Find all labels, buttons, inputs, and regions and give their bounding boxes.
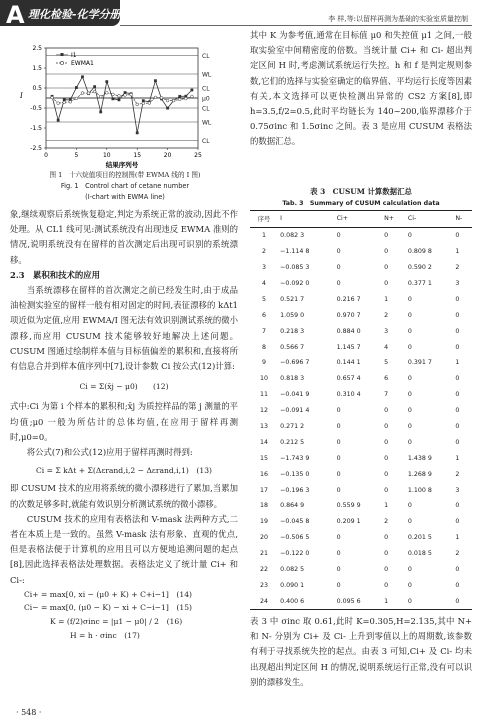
table-cell: 0: [336, 232, 341, 240]
table-cell: 0: [336, 470, 341, 478]
legend-label-ewma: EWMA1: [71, 60, 94, 67]
table-cell: 0: [407, 327, 412, 335]
table-row: [250, 323, 472, 339]
table-cell: 0: [407, 343, 412, 351]
table-row: [250, 339, 472, 355]
table-cell: 0: [455, 391, 460, 399]
table-row: [250, 562, 472, 578]
control-limit-label: CL: [202, 52, 210, 60]
table-cell: 0.201 5: [407, 534, 432, 542]
table-cell: 2: [455, 470, 460, 478]
table-cell: 0: [384, 534, 389, 542]
table-row: [250, 482, 472, 498]
journal-logo: [0, 0, 121, 29]
data-point-i1: [81, 75, 84, 78]
table-cell: 0.018 5: [407, 550, 432, 558]
data-point-i1: [166, 107, 169, 110]
data-point-ewma: [148, 102, 151, 105]
table-row: [250, 276, 472, 292]
table-cell: 0.095 6: [336, 597, 361, 605]
data-point-i1: [99, 111, 102, 114]
equation-12: Ci = Σ(x̄j − μ0) (12): [79, 382, 169, 392]
table-cell: 1: [384, 597, 389, 605]
table-cell: 0: [407, 581, 412, 589]
table-cell: 2: [384, 311, 389, 319]
data-point-i1: [105, 80, 108, 83]
table-cell: 2: [262, 248, 267, 256]
data-point-ewma: [166, 99, 169, 102]
data-point-i1: [63, 98, 66, 101]
table-cell: 1: [455, 534, 460, 542]
data-point-i1: [57, 119, 60, 122]
series-line-i1: [52, 77, 192, 133]
header-rule: [120, 25, 472, 26]
data-point-ewma: [69, 100, 72, 103]
table-cell: 0: [336, 423, 341, 431]
table-title-cn: 表 3 CUSUM 计算数据汇总: [310, 187, 412, 196]
table-row: [250, 498, 472, 514]
table-header-cell: 序号: [250, 211, 278, 228]
table-cell: 0.864 9: [280, 502, 305, 510]
table-cell: −0.085 3: [280, 264, 310, 272]
table-row: [250, 403, 472, 419]
y-tick-label: -2.5: [30, 145, 42, 153]
data-point-ewma: [111, 93, 114, 96]
table-row: [250, 227, 472, 243]
table-cell: 0: [384, 581, 389, 589]
data-point-i1: [136, 131, 139, 134]
table-cell: 5: [384, 359, 389, 367]
data-point-ewma: [87, 92, 90, 95]
table-cell: 0.082 5: [280, 566, 305, 574]
table-cell: 0: [336, 264, 341, 272]
table-cell: 1.268 9: [407, 470, 432, 478]
table-cell: 3: [262, 264, 267, 272]
table-cell: 0: [455, 327, 460, 335]
data-point-ewma: [178, 98, 181, 101]
table-header-cell: Ci+: [335, 211, 383, 228]
table-cell: 3: [384, 327, 389, 335]
table-cell: 7: [262, 327, 267, 335]
table-cell: 1: [384, 502, 389, 510]
table-cell: −1.114 8: [280, 248, 310, 256]
table-cell: 0: [336, 486, 341, 494]
table-cell: 0: [407, 407, 412, 415]
table-cell: 0: [336, 248, 341, 256]
left-column: [10, 207, 238, 642]
table-cell: 0.209 1: [336, 518, 361, 526]
table-cell: 0: [407, 423, 412, 431]
data-point-ewma: [105, 91, 108, 94]
table-cell: 0.559 9: [336, 502, 361, 510]
table-cell: 0.218 3: [280, 327, 305, 335]
table-row: [250, 291, 472, 307]
table-cell: 2: [455, 264, 460, 272]
table-cell: 0: [384, 438, 389, 446]
table-cell: 3: [455, 486, 460, 494]
table-cell: 6: [262, 311, 267, 319]
table-row: [250, 355, 472, 371]
table-cell: 0: [384, 280, 389, 287]
table-cell: 1: [455, 359, 460, 367]
table-cell: 0: [336, 438, 341, 446]
table-cell: 0: [384, 486, 389, 494]
table-cell: 1.145 7: [336, 343, 361, 351]
table-cell: 0: [455, 295, 460, 303]
table-cell: 0.377 1: [407, 280, 432, 287]
x-tick-label: 0: [44, 152, 48, 159]
table-cell: −0.135 0: [280, 470, 310, 478]
table-cell: 0: [336, 454, 341, 462]
data-point-ewma: [99, 95, 102, 98]
paragraph: 当系统漂移在留样的首次测定之前已经发生时,由于成品油检测实验室的留样一般有相对固定的时间,表征漂移的 kΔt1 项近似为定值,应用 EWMA/I 图无法有效识别测试系统的微小漂移,而应用 CUSUM 技术能够较好地解决上述问题。CUSUM 图通过绘制样本值与目标值偏差的累积和,直接将所有信息合并到样本值序列中[7],设计参数 Ci 按公式(12)计算:: [10, 285, 238, 372]
data-point-i1: [118, 98, 121, 101]
table-cell: 11: [260, 391, 269, 399]
table-cell: 24: [260, 597, 269, 605]
table-cell: 0: [384, 232, 389, 240]
table-cell: −0.092 0: [280, 280, 310, 287]
table-cell: 0.090 1: [280, 581, 305, 589]
table-cell: 9: [262, 359, 267, 367]
control-limit-label: CL: [202, 85, 210, 93]
figure-caption-cn: 图 1 十六烷值项目的控制图(带 EWMA 线的 I 图): [49, 171, 201, 179]
table-row: [250, 244, 472, 260]
table-cell: 0: [336, 280, 341, 287]
chart-legend: [56, 52, 94, 67]
table-cell: 0: [455, 566, 460, 574]
figure-caption-en-2: (I-chart with EWMA line): [85, 193, 165, 201]
equation-17: H = h · σinc (17): [70, 630, 140, 640]
data-point-ewma: [63, 101, 66, 104]
table-cell: 0: [336, 534, 341, 542]
table-cell: −0.506 5: [280, 534, 310, 542]
table-cell: 0: [407, 391, 412, 399]
table-cell: 0.809 8: [407, 248, 432, 256]
data-point-ewma: [75, 97, 78, 100]
table-cell: 23: [260, 581, 269, 589]
table-title-en: Tab. 3 Summary of CUSUM calculation data: [282, 200, 440, 207]
right-column-discussion: 表 3 中 σinc 取 0.61,此时 K=0.305,H=2.135,其中 N+ 和 N- 分别为 Ci+ 及 Ci- 上升到零值以上的周期数,该参数有利于寻找系统失控的起点。由表 3 可知,Ci+ 及 Ci- 均未出现超出判定区间 H 的情况,说明系统运行正常,没有可以识别的漂移发生。: [250, 616, 472, 687]
table-row: [250, 371, 472, 387]
data-point-ewma: [81, 92, 84, 95]
chart-axes: [19, 45, 212, 169]
cusum-table: [250, 210, 472, 610]
y-tick-label: -1.5: [30, 125, 42, 133]
y-tick-label: -0.5: [30, 105, 42, 113]
table-row: [250, 546, 472, 562]
table-cell: 0.216 7: [336, 295, 361, 303]
table-cell: 0.391 7: [407, 359, 432, 367]
table-cell: 0: [407, 311, 412, 319]
data-point-i1: [93, 85, 96, 88]
equation-15: Ci− = max[0, (μ0 − K) − xi + C−i−1] (15): [24, 602, 193, 612]
table-cell: 0: [384, 454, 389, 462]
table-cell: 0: [336, 550, 341, 558]
table-header-row: [250, 211, 472, 228]
table-cell: 0: [407, 438, 412, 446]
table-cell: 0: [455, 407, 460, 415]
table-cell: 0: [407, 232, 412, 240]
table-cell: 0.521 7: [280, 295, 305, 303]
paragraph: 即 CUSUM 技术的应用将系统的微小漂移进行了累加,当累加的次数足够多时,就能有效识别分析测试系统的微小漂移。: [10, 483, 238, 509]
table-cell: 0.144 1: [336, 359, 361, 367]
running-title: 李 样,等:以留样再测为基础的实验室质量控制: [328, 15, 468, 23]
table-cell: 0: [336, 407, 341, 415]
x-tick-label: 15: [133, 152, 142, 159]
data-point-i1: [178, 95, 181, 98]
legend-marker-i1: [61, 53, 64, 56]
table-cell: 0: [407, 295, 412, 303]
y-tick-label: 0.5: [32, 85, 42, 93]
table-cell: 14: [260, 438, 269, 446]
paragraph: 象,继续观察后系统恢复稳定,判定为系统正常的波动,因此不作处理。从 CL1 线可见:测试系统没有出现违反 EWMA 准则的情况,说明系统没有在留样的首次测定后出现可识别的系统漂移。: [10, 209, 238, 265]
table-cell: 0: [384, 264, 389, 272]
paragraph: CUSUM 技术的应用有表格法和 V-mask 法两种方式,二者在本质上是一致的。虽然 V-mask 法有形象、直观的优点,但是表格法便于计算机的应用且可以方便地追溯问题的起点[8],因此选择表格法处理数据。表格法定义了统计量 Ci+ 和 Ci-:: [10, 513, 238, 585]
equation-13: Ci = Σ kΔt + Σ(Δεrand,i,2 − Δεrand,i,1) (13): [35, 466, 213, 476]
cusum-table-wrap: [250, 210, 472, 610]
table-cell: 16: [260, 470, 269, 478]
data-point-ewma: [51, 96, 54, 99]
x-tick-label: 5: [74, 152, 79, 159]
table-cell: 20: [260, 534, 269, 542]
table-cell: −0.045 8: [280, 518, 310, 526]
data-point-ewma: [93, 90, 96, 93]
table-cell: 0: [455, 311, 460, 319]
table-header-cell: Ci-: [406, 211, 454, 228]
table-cell: 1.059 0: [280, 311, 305, 319]
table-cell: 2: [455, 550, 460, 558]
table-cell: 12: [260, 407, 269, 415]
table-cell: −0.041 9: [280, 391, 310, 399]
table-cell: 0: [384, 470, 389, 478]
table-row: [250, 260, 472, 276]
legend-marker-ewma: [60, 61, 63, 64]
table-row: [250, 514, 472, 530]
table-cell: 0.590 2: [407, 264, 432, 272]
table-cell: −1.743 9: [280, 454, 310, 462]
table-cell: 0: [407, 375, 412, 383]
table-cell: 0: [407, 518, 412, 526]
table-header-cell: N+: [382, 211, 406, 228]
data-point-i1: [75, 86, 78, 89]
table-cell: 3: [455, 280, 460, 287]
data-point-ewma: [136, 103, 139, 106]
data-point-ewma: [124, 94, 127, 97]
table-row: [250, 387, 472, 403]
table-cell: 0: [455, 518, 460, 526]
table-cell: 0: [455, 343, 460, 351]
table-cell: 15: [260, 454, 269, 462]
data-point-i1: [142, 99, 145, 102]
control-chart: [12, 30, 238, 170]
table-cell: 0.271 2: [280, 423, 305, 431]
table-row: [250, 434, 472, 450]
data-point-ewma: [118, 94, 121, 97]
table-cell: 4: [262, 280, 267, 287]
table-cell: −0.122 0: [280, 550, 310, 558]
control-limit-label: CL: [202, 105, 210, 113]
table-cell: 0: [455, 581, 460, 589]
equation-14: Ci+ = max[0, xi − (μ0 + K) + C+i−1] (14): [24, 589, 193, 599]
table-row: [250, 419, 472, 435]
data-point-i1: [191, 89, 194, 92]
table-row: [250, 450, 472, 466]
table-title: [250, 186, 472, 207]
equation-16: K = (f/2)σinc = |μ1 − μ0| / 2 (16): [50, 616, 183, 626]
data-point-ewma: [142, 102, 145, 105]
x-tick-label: 10: [102, 152, 111, 159]
table-cell: 1: [384, 295, 389, 303]
data-point-ewma: [130, 93, 133, 96]
table-cell: 0: [455, 375, 460, 383]
data-point-ewma: [172, 99, 175, 102]
table-cell: 0.310 4: [336, 391, 361, 399]
chart-marks: [51, 75, 194, 134]
table-cell: 0.818 3: [280, 375, 305, 383]
table-cell: 0: [455, 597, 460, 605]
table-cell: 4: [384, 343, 389, 351]
control-limit-label: μ0: [202, 95, 210, 103]
table-cell: 0.657 4: [336, 375, 361, 383]
y-axis-label: I: [20, 92, 23, 100]
table-cell: 0.566 7: [280, 343, 305, 351]
data-point-ewma: [57, 102, 60, 105]
table-cell: 0: [455, 423, 460, 431]
paragraph: 将公式(7)和公式(12)应用于留样再测时得到:: [26, 447, 193, 458]
table-cell: 0: [336, 566, 341, 574]
data-point-ewma: [191, 95, 194, 98]
data-point-ewma: [154, 96, 157, 99]
table-cell: 6: [384, 375, 389, 383]
data-point-i1: [111, 97, 114, 100]
table-cell: 0: [384, 407, 389, 415]
y-tick-label: 2.5: [32, 45, 42, 53]
table-cell: −0.196 3: [280, 486, 310, 494]
table-cell: 1.438 9: [407, 454, 432, 462]
legend-label-i1: I1: [71, 52, 77, 59]
control-limit-label: WL: [202, 71, 212, 79]
y-tick-label: 1.5: [32, 65, 42, 73]
table-cell: 0.400 6: [280, 597, 305, 605]
table-cell: 13: [260, 423, 269, 431]
table-cell: 1: [262, 232, 267, 240]
table-cell: 19: [260, 518, 269, 526]
table-cell: 22: [260, 566, 269, 574]
table-cell: 0: [384, 550, 389, 558]
table-cell: 17: [260, 486, 269, 494]
figure-caption: [10, 170, 240, 203]
data-point-ewma: [160, 96, 163, 99]
table-cell: 0: [384, 566, 389, 574]
table-cell: 8: [262, 343, 267, 351]
figure-caption-en: Fig. 1 Control chart of cetane number: [60, 182, 190, 190]
data-point-ewma: [184, 97, 187, 100]
control-chart-svg: [12, 30, 238, 170]
section-heading: 2.3 累积和技术的应用: [10, 269, 100, 280]
table-cell: 0: [384, 248, 389, 256]
table-cell: 5: [262, 295, 267, 303]
table-cell: −0.091 4: [280, 407, 310, 415]
control-limit-label: WL: [202, 119, 212, 127]
table-cell: 0.970 7: [336, 311, 361, 319]
logo-letter: A: [6, 1, 25, 29]
table-cell: 0: [455, 502, 460, 510]
table-header-cell: I: [278, 211, 334, 228]
table-cell: 0: [455, 232, 460, 240]
table-row: [250, 530, 472, 546]
table-cell: 0: [455, 438, 460, 446]
table-cell: 0.884 0: [336, 327, 361, 335]
x-tick-label: 20: [163, 152, 172, 159]
table-cell: 7: [384, 391, 389, 399]
table-row: [250, 593, 472, 609]
table-cell: 0.082 3: [280, 232, 305, 240]
table-row: [250, 466, 472, 482]
table-header-cell: N-: [453, 211, 472, 228]
x-tick-label: 25: [194, 152, 202, 159]
journal-title: 理化检验-化学分册: [28, 8, 121, 21]
table-row: [250, 307, 472, 323]
control-limit-label: CL: [202, 138, 210, 146]
table-cell: 1.100 8: [407, 486, 432, 494]
table-cell: 18: [260, 502, 269, 510]
table-cell: 21: [260, 550, 269, 558]
table-cell: 0: [407, 566, 412, 574]
table-cell: 1: [455, 454, 460, 462]
table-row: [250, 577, 472, 593]
table-cell: 10: [260, 375, 269, 383]
table-cell: 0: [384, 423, 389, 431]
table-body: [250, 227, 472, 609]
table-cell: 0.212 5: [280, 438, 305, 446]
table-cell: 2: [384, 518, 389, 526]
data-point-i1: [154, 79, 157, 82]
table-cell: 0: [407, 502, 412, 510]
table-cell: 0: [407, 597, 412, 605]
table-cell: −0.696 7: [280, 359, 310, 367]
x-axis-label: 结果序列号: [105, 161, 139, 169]
table-cell: 1: [455, 248, 460, 256]
table-cell: 0: [336, 581, 341, 589]
paragraph: 式中:Ci 为第 i 个样本的累积和;x̄j 为质控样品的第 j 测量的平均值;μ0 一般为所估计的总体均值,在应用于留样再测时,μ0=0。: [10, 401, 238, 442]
right-column-intro: 其中 K 为参考值,通常在目标值 μ0 和失控值 μ1 之间,一般取实验室中间精密度的倍数。当统计量 Ci+ 和 Ci- 超出判定区间 H 时,考虑测试系统运行失控。h 和 f 是判定规则参数,它们的选择与实验室确定的临界值、平均运行长度等因素有关,本文选择可以更快检测出异常的 CS2 方案[8],即 h=3.5,f/2=0.5,此时平均链长为 140~200,临界漂移介于 0.75σinc 和 1.5σinc 之间。表 3 是应用 CUSUM 表格法的数据汇总。: [250, 30, 472, 147]
page-number: · 548 ·: [16, 708, 42, 717]
